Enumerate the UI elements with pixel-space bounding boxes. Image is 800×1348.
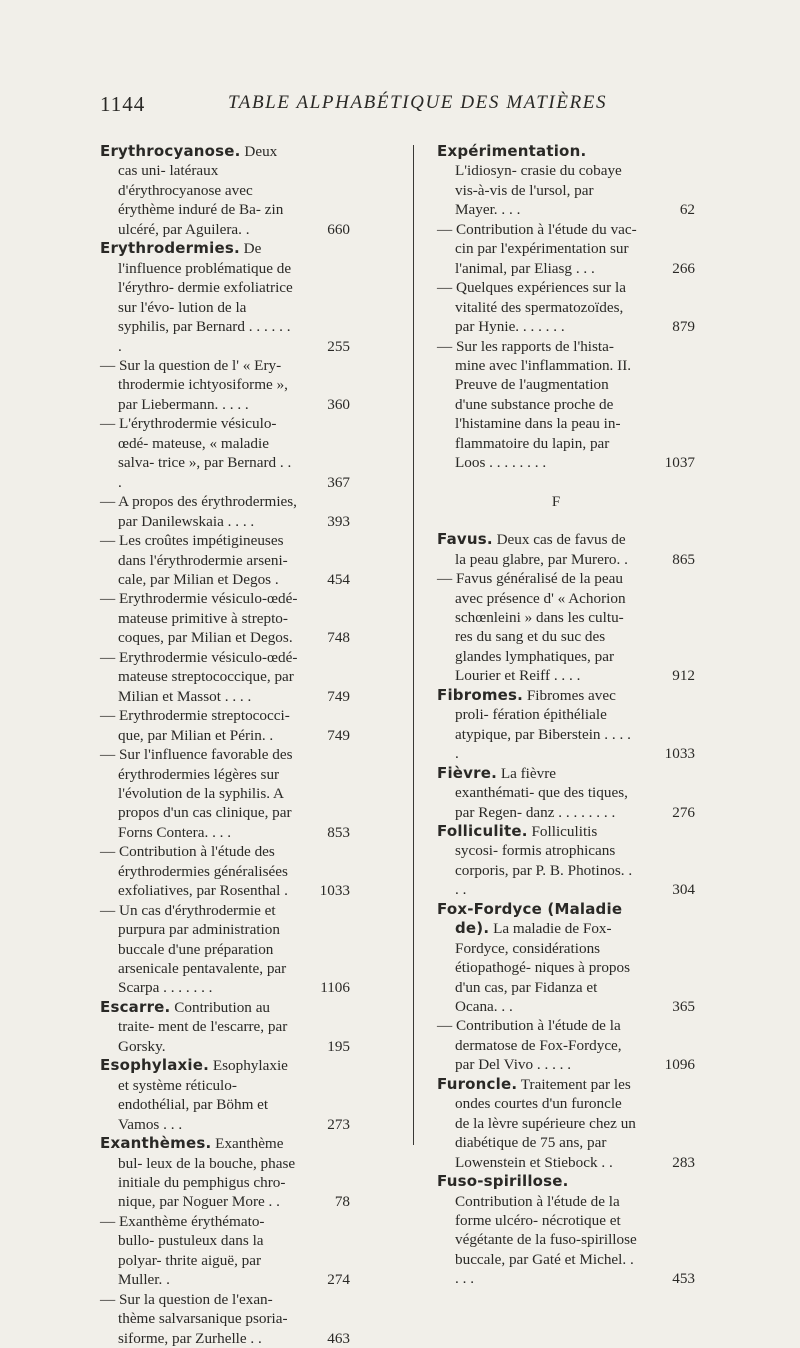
index-entry	[437, 1016, 695, 1074]
entry-description: Contribution à l'étude de la forme ulcéro- nécrotique et végétante de la fuso-spirillose buccale, par Gaté et Michel. . . . .	[455, 1192, 637, 1288]
entry-description: — Erythrodermie streptococci- que, par Milian et Périn. .	[100, 707, 290, 744]
index-term: Furoncle.	[437, 1074, 518, 1093]
index-entry	[100, 239, 350, 356]
entry-description: — Un cas d'érythrodermie et purpura par administration buccale d'une préparation arsenicale pentavalente, par Scarpa . . . . . . .	[100, 901, 287, 997]
page-reference: 912	[672, 667, 695, 685]
index-entry	[100, 745, 350, 842]
entry-text-block	[437, 530, 695, 569]
entry-text-block	[100, 589, 350, 647]
entry-text-block	[100, 842, 350, 900]
page-reference: 78	[334, 1193, 350, 1211]
index-entry	[437, 900, 695, 1017]
entry-description: La maladie de Fox-Fordyce, considérations étiopathogé- niques à propos d'un cas, par Fidanza et Ocana. . .	[455, 920, 631, 1016]
entry-description: Traitement par les ondes courtes d'un furoncle de la lèvre supérieure chez un diabétique de 75 ans, par Lowenstein et Stiebock . .	[455, 1075, 636, 1171]
page-reference: 393	[327, 512, 350, 530]
page-reference: 274	[327, 1271, 350, 1289]
page-reference: 195	[327, 1037, 350, 1055]
entry-description: — Sur la question de l' « Ery- throdermie ichtyosiforme », par Liebermann. . . . .	[100, 356, 288, 413]
page-reference: 1033	[319, 882, 350, 900]
entry-text-block	[437, 1172, 695, 1289]
entry-text-block	[437, 764, 695, 822]
page-reference: 748	[327, 629, 350, 647]
page-reference: 360	[327, 395, 350, 413]
index-entry	[100, 842, 350, 900]
entry-text-block	[437, 337, 695, 473]
entry-description: — Erythrodermie vésiculo-œdé- mateuse primitive à strepto- coques, par Milian et Degos.	[100, 590, 298, 647]
page-header	[100, 92, 710, 118]
entry-text-block	[437, 278, 695, 336]
index-term: Fibromes.	[437, 685, 524, 704]
index-entry	[437, 142, 695, 220]
page-reference: 365	[672, 998, 695, 1016]
page-reference: 304	[672, 881, 695, 899]
index-term: Erythrocyanose.	[100, 142, 241, 160]
page-reference: 276	[672, 803, 695, 821]
entry-description: La fièvre exanthémati- que des tiques, par Regen- danz . . . . . . . .	[455, 764, 628, 821]
page-reference: 463	[327, 1329, 350, 1347]
index-term: Expérimentation.	[437, 142, 587, 160]
index-entry	[100, 414, 350, 492]
index-term: Folliculite.	[437, 821, 528, 840]
page-reference: 273	[327, 1115, 350, 1133]
entry-description: — Sur les rapports de l'hista- mine avec l'inflammation. II. Preuve de l'augmentation d'une substance proche de l'histamine dans la peau in- flammatoire du lapin, par Loos . . . . . . . .	[437, 337, 632, 472]
entry-text-block	[100, 239, 350, 356]
entry-text-block	[100, 745, 350, 842]
entry-description: Deux cas uni- latéraux d'érythrocyanose avec érythème induré de Ba- zin ulcéré, par Aguilera. .	[118, 143, 284, 238]
index-entry	[100, 142, 350, 239]
page-reference: 62	[679, 201, 695, 219]
running-title: TABLE ALPHABÉTIQUE DES MATIÈRES	[228, 92, 608, 113]
entry-description: — Sur la question de l'exan- thème salvarsanique psoria- siforme, par Zurhelle . .	[100, 1290, 288, 1347]
page-reference: 1033	[664, 745, 695, 763]
index-entry	[437, 1172, 695, 1289]
entry-description: — Contribution à l'étude de la dermatose de Fox-Fordyce, par Del Vivo . . . . .	[437, 1017, 622, 1074]
entry-text-block	[100, 414, 350, 492]
page-reference: 1037	[664, 454, 695, 472]
entry-text-block	[100, 998, 350, 1056]
index-entry	[437, 569, 695, 686]
entry-description: — Exanthème érythémato-bullo- pustuleux dans la polyar- thrite aiguë, par Muller. .	[100, 1212, 265, 1289]
index-term: Exanthèmes.	[100, 1134, 212, 1153]
entry-text-block	[100, 1212, 350, 1290]
entry-text-block	[437, 822, 695, 900]
page-reference: 367	[327, 473, 350, 491]
entry-text-block	[437, 686, 695, 764]
index-entry	[100, 589, 350, 647]
entry-text-block	[100, 1290, 350, 1348]
page-reference: 865	[672, 550, 695, 568]
index-entry	[100, 1056, 350, 1134]
index-entry	[100, 1212, 350, 1290]
entry-description: — L'érythrodermie vésiculo-œdé- mateuse, « maladie salva- trice », par Bernard . . .	[100, 415, 292, 491]
entry-text-block	[100, 531, 350, 589]
entry-description: — Favus généralisé de la peau avec présence d' « Achorion schœnleini » dans les cultu- res du sang et du suc des glandes lymphatiques, par Lourier et Reiff . . . .	[437, 570, 626, 685]
page-reference: 255	[327, 337, 350, 355]
index-term: Fièvre.	[437, 763, 498, 782]
entry-description: — Contribution à l'étude des érythrodermies généralisées exfoliatives, par Rosenthal .	[100, 843, 288, 900]
entry-text-block	[437, 900, 695, 1017]
index-entry	[437, 686, 695, 764]
entry-description: Folliculitis sycosi- formis atrophicans corporis, par P. B. Photinos. . . .	[455, 822, 633, 899]
entry-description: Exanthème bul- leux de la bouche, phase initiale du pemphigus chro- nique, par Noguer More . .	[118, 1135, 296, 1211]
index-column-left	[100, 142, 350, 1348]
index-entry	[100, 998, 350, 1056]
index-column-right	[437, 142, 695, 1289]
entry-description: — Contribution à l'étude du vac- cin par l'expérimentation sur l'animal, par Eliasg . . .	[437, 220, 637, 277]
page-reference: 1096	[664, 1056, 695, 1074]
entry-text-block	[437, 142, 695, 220]
index-entries-e	[437, 142, 695, 473]
page-reference: 879	[672, 318, 695, 336]
page-reference: 454	[327, 570, 350, 588]
letter-heading: F	[551, 493, 561, 510]
index-entry	[100, 706, 350, 745]
entry-description: — Les croûtes impétigineuses dans l'érythrodermie arseni- cale, par Milian et Degos .	[100, 532, 288, 588]
entry-text-block	[437, 220, 695, 278]
index-entry	[437, 278, 695, 336]
index-entry	[100, 1290, 350, 1348]
entry-description: — A propos des érythrodermies, par Danilewskaia . . . .	[100, 493, 297, 530]
index-entry	[100, 1134, 350, 1212]
page-reference: 749	[327, 726, 350, 744]
index-term: Fox-Fordyce (Maladie de).	[437, 899, 623, 938]
index-entry	[100, 531, 350, 589]
entry-text-block	[100, 492, 350, 531]
entry-text-block	[100, 706, 350, 745]
entry-description: Esophylaxie et système réticulo-endothélial, par Böhm et Vamos . . .	[118, 1057, 288, 1133]
entry-description: Contribution au traite- ment de l'escarre, par Gorsky.	[118, 998, 288, 1055]
index-entry	[437, 530, 695, 569]
index-entry	[100, 648, 350, 706]
index-entry	[437, 1075, 695, 1172]
page-number: 1144	[100, 92, 146, 116]
index-term: Esophylaxie.	[100, 1056, 210, 1075]
page-reference: 853	[327, 823, 350, 841]
index-term: Fuso-spirillose.	[437, 1172, 569, 1191]
index-entry	[437, 337, 695, 473]
entry-description: — Quelques expériences sur la vitalité des spermatozoïdes, par Hynie. . . . . . .	[437, 279, 626, 336]
index-term: Favus.	[437, 530, 493, 549]
entry-description: Deux cas de favus de la peau glabre, par Murero. .	[455, 531, 628, 568]
page-reference: 749	[327, 687, 350, 705]
entry-description: — Erythrodermie vésiculo-œdé- mateuse streptococcique, par Milian et Massot . . . .	[100, 648, 298, 705]
entry-description: — Sur l'influence favorable des érythrodermies légères sur l'évolution de la syphilis. A propos d'un cas clinique, par Forns Contera. . . .	[100, 746, 293, 841]
entry-text-block	[437, 569, 695, 686]
index-term: Escarre.	[100, 997, 171, 1016]
index-entry	[100, 492, 350, 531]
index-term: Erythrodermies.	[100, 239, 240, 258]
entry-description: De l'influence problématique de l'érythro- dermie exfoliatrice sur l'évo- lution de la syphilis, par Bernard . . . . . . .	[118, 240, 293, 355]
entry-text-block	[100, 142, 350, 239]
page-reference: 283	[672, 1153, 695, 1171]
entry-text-block	[437, 1016, 695, 1074]
index-entry	[437, 822, 695, 900]
index-entry	[100, 356, 350, 414]
page-reference: 660	[327, 220, 350, 238]
page-reference: 266	[672, 259, 695, 277]
index-entry	[100, 901, 350, 998]
page-reference: 453	[672, 1270, 695, 1288]
entry-description: L'idiosyn- crasie du cobaye vis-à-vis de l'ursol, par Mayer. . . .	[455, 162, 622, 219]
entry-description: Fibromes avec proli- fération épithéliale atypique, par Biberstein . . . . .	[455, 686, 631, 763]
index-entry	[437, 220, 695, 278]
entry-text-block	[100, 1134, 350, 1212]
entry-text-block	[437, 1075, 695, 1172]
entry-text-block	[100, 648, 350, 706]
page-reference: 1106	[320, 979, 350, 997]
entry-text-block	[100, 901, 350, 998]
entry-text-block	[100, 356, 350, 414]
column-divider	[413, 145, 414, 1145]
index-entry	[437, 764, 695, 822]
index-entries-f	[437, 530, 695, 1289]
entry-text-block	[100, 1056, 350, 1134]
